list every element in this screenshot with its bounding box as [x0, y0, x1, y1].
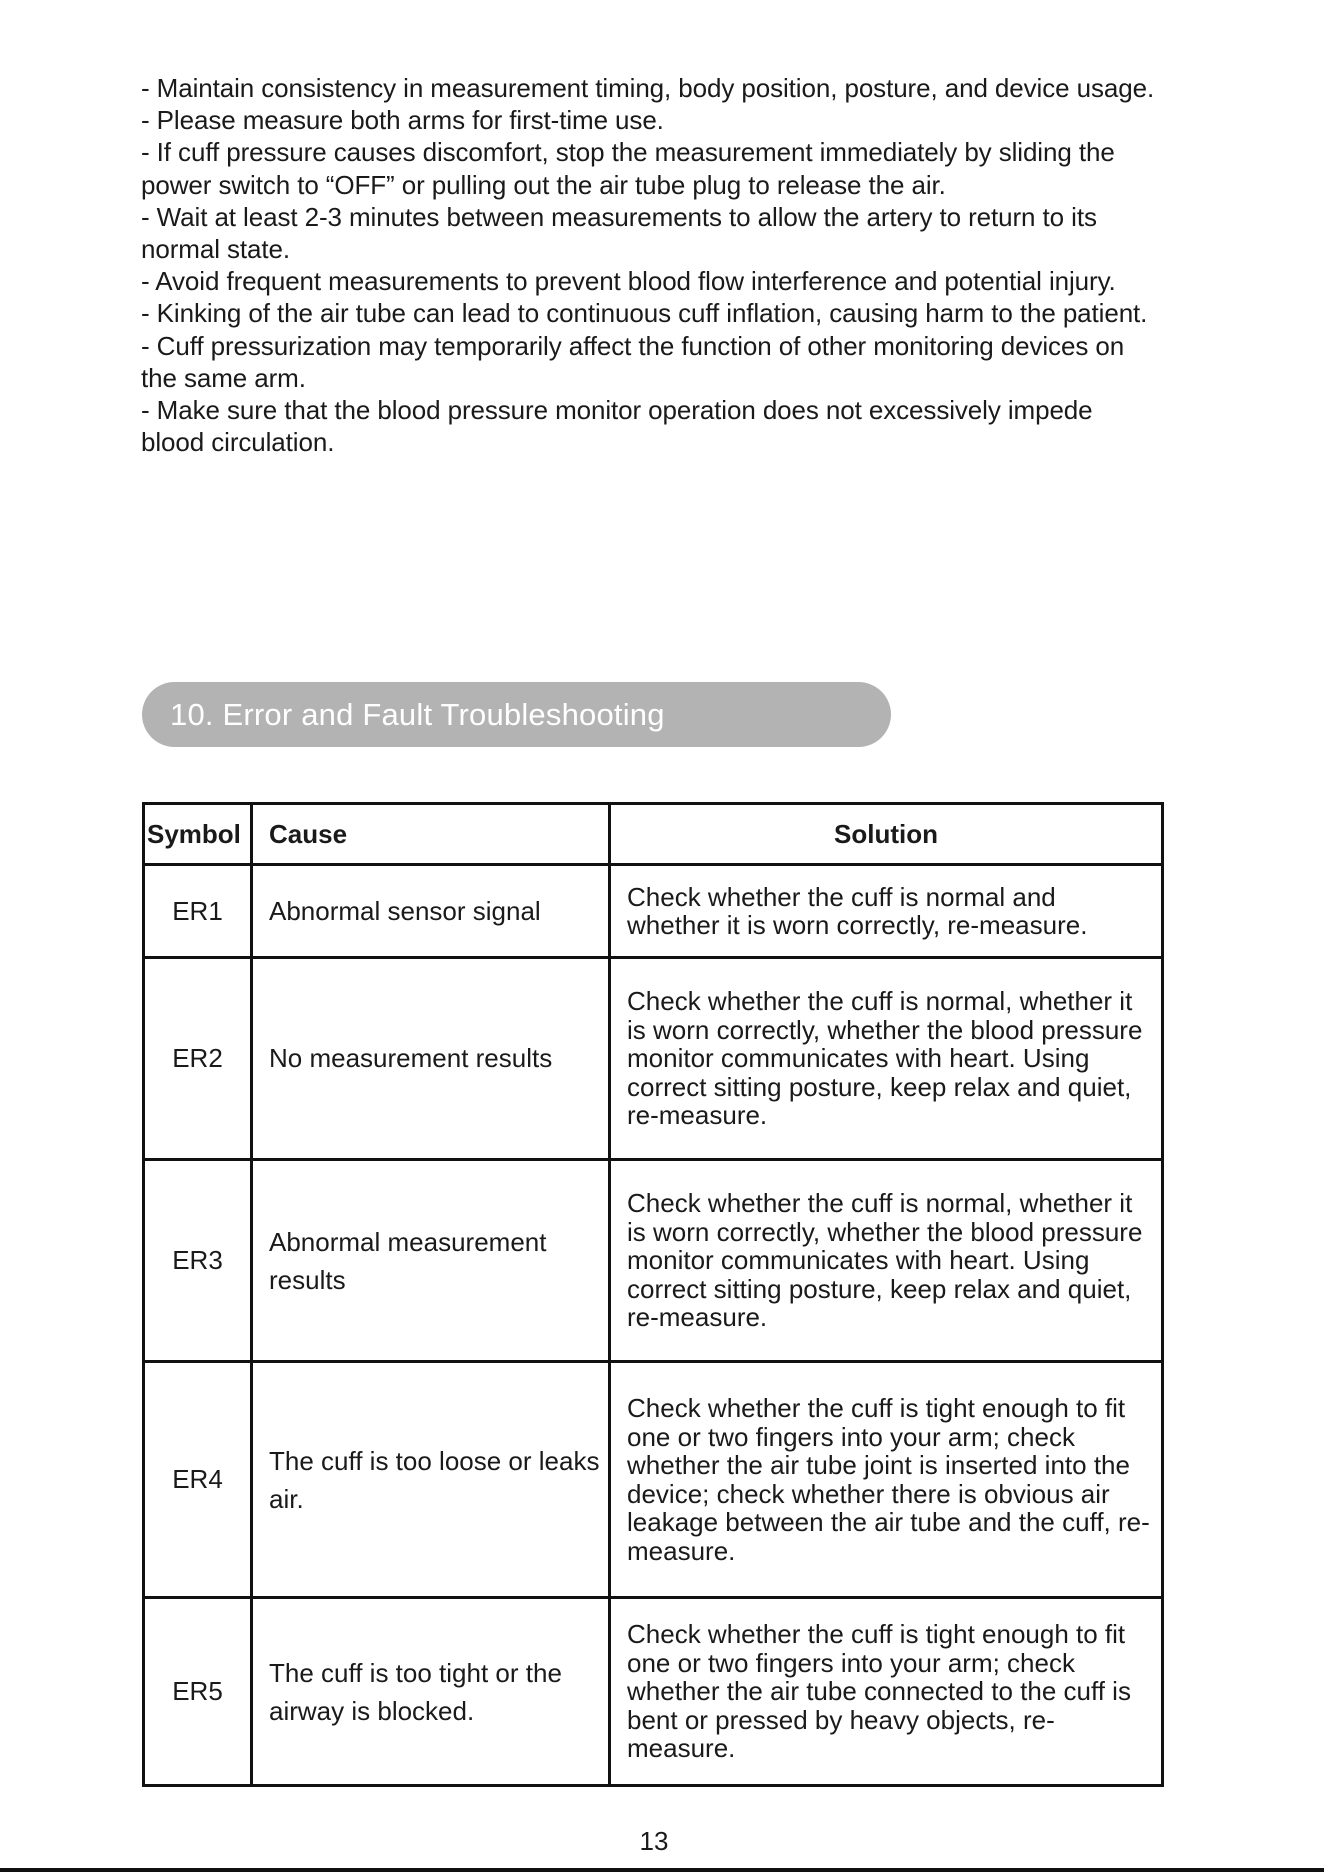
page-number: 13: [639, 1826, 669, 1856]
precautions-list: [141, 72, 1161, 458]
error-symbol: ER3: [144, 1160, 252, 1362]
header-symbol: Symbol: [144, 804, 252, 865]
table-header-row: [144, 804, 1163, 865]
precaution-item: - Please measure both arms for first-time use.: [141, 105, 664, 136]
error-cause: Abnormal sensor signal: [252, 865, 610, 958]
error-symbol: ER2: [144, 958, 252, 1160]
table-row: [144, 958, 1163, 1160]
header-solution: Solution: [610, 804, 1163, 865]
precaution-item: - Wait at least 2-3 minutes between measurements to allow the artery to return to its normal state.: [141, 201, 1097, 265]
precaution-item: - Kinking of the air tube can lead to continuous cuff inflation, causing harm to the patient.: [141, 298, 1148, 329]
error-cause: No measurement results: [252, 958, 610, 1160]
error-solution: Check whether the cuff is normal, whether it is worn correctly, whether the blood pressure monitor communicates with heart. Using correct sitting posture, keep relax and quiet, re-measure.: [610, 958, 1163, 1160]
precaution-item: - Avoid frequent measurements to prevent blood flow interference and potential injury.: [141, 266, 1116, 297]
header-cause: Cause: [252, 804, 610, 865]
precaution-item: - If cuff pressure causes discomfort, stop the measurement immediately by sliding the power switch to “OFF” or pulling out the air tube plug to release the air.: [141, 137, 1115, 200]
error-solution: Check whether the cuff is tight enough to fit one or two fingers into your arm; check whether the air tube connected to the cuff is bent or pressed by heavy objects, re-measure.: [610, 1598, 1163, 1786]
section-title: 10. Error and Fault Troubleshooting: [170, 697, 665, 732]
table-row: [144, 1598, 1163, 1786]
error-symbol: ER5: [144, 1598, 252, 1786]
error-cause: The cuff is too tight or the airway is blocked.: [252, 1598, 610, 1786]
error-solution: Check whether the cuff is normal and whether it is worn correctly, re-measure.: [610, 865, 1163, 958]
precaution-item: - Cuff pressurization may temporarily affect the function of other monitoring devices on the same arm.: [141, 330, 1125, 393]
error-solution: Check whether the cuff is normal, whether it is worn correctly, whether the blood pressure monitor communicates with heart. Using correct sitting posture, keep relax and quiet, re-measure.: [610, 1160, 1163, 1362]
bottom-border-line: [0, 1868, 1324, 1872]
table-row: [144, 1362, 1163, 1598]
error-cause: Abnormal measurement results: [252, 1160, 610, 1362]
error-symbol: ER1: [144, 865, 252, 958]
section-heading-banner: [142, 682, 891, 747]
table-row: [144, 1160, 1163, 1362]
error-symbol: ER4: [144, 1362, 252, 1598]
precaution-item: - Make sure that the blood pressure monitor operation does not excessively impede blood circulation.: [141, 395, 1093, 458]
error-cause: The cuff is too loose or leaks air.: [252, 1362, 610, 1598]
table-row: [144, 865, 1163, 958]
error-troubleshooting-table: [142, 802, 1164, 1787]
error-solution: Check whether the cuff is tight enough to fit one or two fingers into your arm; check whether the air tube joint is inserted into the device; check whether there is obvious air leakage between the air tube and the cuff, re-measure.: [610, 1362, 1163, 1598]
precaution-item: - Maintain consistency in measurement timing, body position, posture, and device usage.: [141, 73, 1155, 103]
